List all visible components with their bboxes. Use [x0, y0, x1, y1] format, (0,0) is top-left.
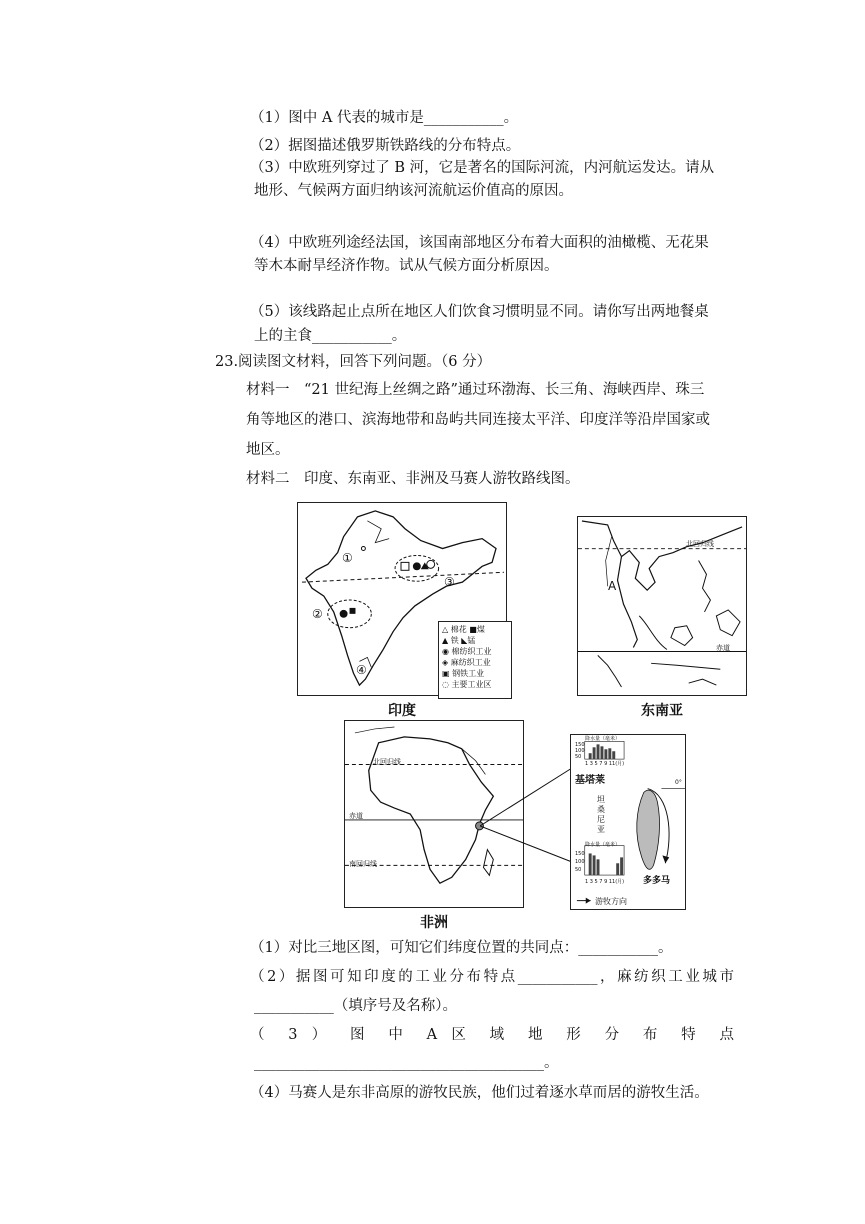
- q22-part2: （2）据图描述俄罗斯铁路线的分布特点。: [250, 138, 521, 154]
- q23-sub3-line1: （ 3 ） 图 中 A 区 域 地 形 分 布 特 点: [250, 1027, 734, 1043]
- southeast-asia-map-graphic: [578, 517, 746, 695]
- cotton-icon: △: [442, 625, 449, 634]
- city-dodoma-label: 多多马: [643, 876, 671, 886]
- iron-icon: ▲: [442, 636, 449, 645]
- africa-equator-label: 赤道: [349, 812, 363, 820]
- q22-part3-line2: 地形、气候两方面归纳该河流航运价值高的原因。: [254, 183, 573, 199]
- jute-textile-icon: ◈: [442, 658, 449, 667]
- inset-bottom-rain-label: 降水量（毫米）: [585, 842, 621, 848]
- inset-bottom-xticks: 1 3 5 7 9 11(月): [585, 879, 625, 885]
- q22-part1: （1）图中 A 代表的城市是___________。: [250, 110, 519, 126]
- india-caption: 印度: [388, 703, 416, 719]
- region-a-label: A: [608, 579, 617, 593]
- africa-caption: 非洲: [420, 915, 448, 931]
- q22-part5-line1: （5）该线路起止点所在地区人们饮食习惯明显不同。请你写出两地餐桌: [250, 304, 709, 320]
- q22-part3-line1: （3）中欧班列穿过了 B 河，它是著名的国际河流，内河航运发达。请从: [250, 160, 715, 176]
- q22-part4-line2: 等木本耐旱经济作物。试从气候方面分析原因。: [254, 258, 559, 274]
- cotton-textile-icon: ◉: [442, 647, 449, 656]
- inset-connector-lines: [480, 730, 580, 890]
- india-map: [297, 502, 507, 696]
- q23-material2: 材料二 印度、东南亚、非洲及马赛人游牧路线图。: [246, 471, 580, 487]
- southeast-asia-map: [577, 516, 747, 696]
- inset-top-yticks: 150 100 50: [575, 742, 585, 760]
- q23-sub2-line2: ___________（填序号及名称）。: [254, 998, 457, 1014]
- steel-icon: ▣: [442, 669, 450, 678]
- q23-material1-line3: 地区。: [246, 442, 290, 458]
- inset-top-xticks: 1 3 5 7 9 11(月): [585, 761, 625, 767]
- india-marker-3: ③: [444, 575, 455, 589]
- coal-icon: ■: [469, 625, 477, 634]
- india-legend: △ 棉花 ■煤 ▲ 铁 ◣锰 ◉ 棉纺织工业 ◈ 麻纺织工业 ▣ 钢铁工业 ◌ 主要工业区: [438, 621, 512, 699]
- city-kitale-label: 基塔莱: [575, 775, 605, 786]
- manganese-icon: ◣: [461, 636, 468, 645]
- q23-material1-line1: 材料一 “21 世纪海上丝绸之路”通过环渤海、长三角、海峡西岸、珠三: [246, 382, 705, 398]
- q22-part4-line1: （4）中欧班列途经法国，该国南部地区分布着大面积的油橄榄、无花果: [250, 235, 709, 251]
- africa-tropic-s-label: 南回归线: [349, 860, 377, 868]
- q22-part5-line2: 上的主食___________。: [254, 328, 407, 344]
- industrial-zone-icon: ◌: [442, 680, 449, 689]
- india-marker-1: ①: [342, 551, 353, 565]
- q23-material1-line2: 角等地区的港口、滨海地带和岛屿共同连接太平洋、印度洋等沿岸国家或: [246, 412, 710, 428]
- grazing-direction-legend: 游牧方向: [595, 897, 627, 906]
- sea-tropic-label: 北回归线: [686, 540, 714, 548]
- inset-top-rain-label: 降水量（毫米）: [585, 736, 621, 742]
- tanzania-vertical-label: 坦桑尼亚: [597, 795, 605, 834]
- inset-bottom-yticks: 150 100 50: [575, 851, 585, 873]
- q23-heading: 23.阅读图文材料，回答下列问题。（6 分）: [215, 354, 492, 370]
- q23-sub4: （4）马赛人是东非高原的游牧民族，他们过着逐水草而居的游牧生活。: [250, 1085, 709, 1101]
- inset-zero-label: 0°: [675, 779, 682, 786]
- q23-sub2-line1: （2）据图可知印度的工业分布特点___________，麻纺织工业城市: [250, 969, 734, 985]
- maasai-inset-map: [570, 734, 686, 910]
- q23-sub3-line2: ________________________________________。: [254, 1055, 559, 1071]
- sea-equator-label: 赤道: [716, 644, 730, 652]
- india-marker-2: ②: [312, 607, 323, 621]
- india-marker-4: ④: [356, 663, 367, 677]
- q23-sub1: （1）对比三地区图，可知它们纬度位置的共同点：___________。: [250, 940, 673, 956]
- africa-tropic-n-label: 北回归线: [373, 758, 401, 766]
- southeast-asia-caption: 东南亚: [641, 703, 683, 719]
